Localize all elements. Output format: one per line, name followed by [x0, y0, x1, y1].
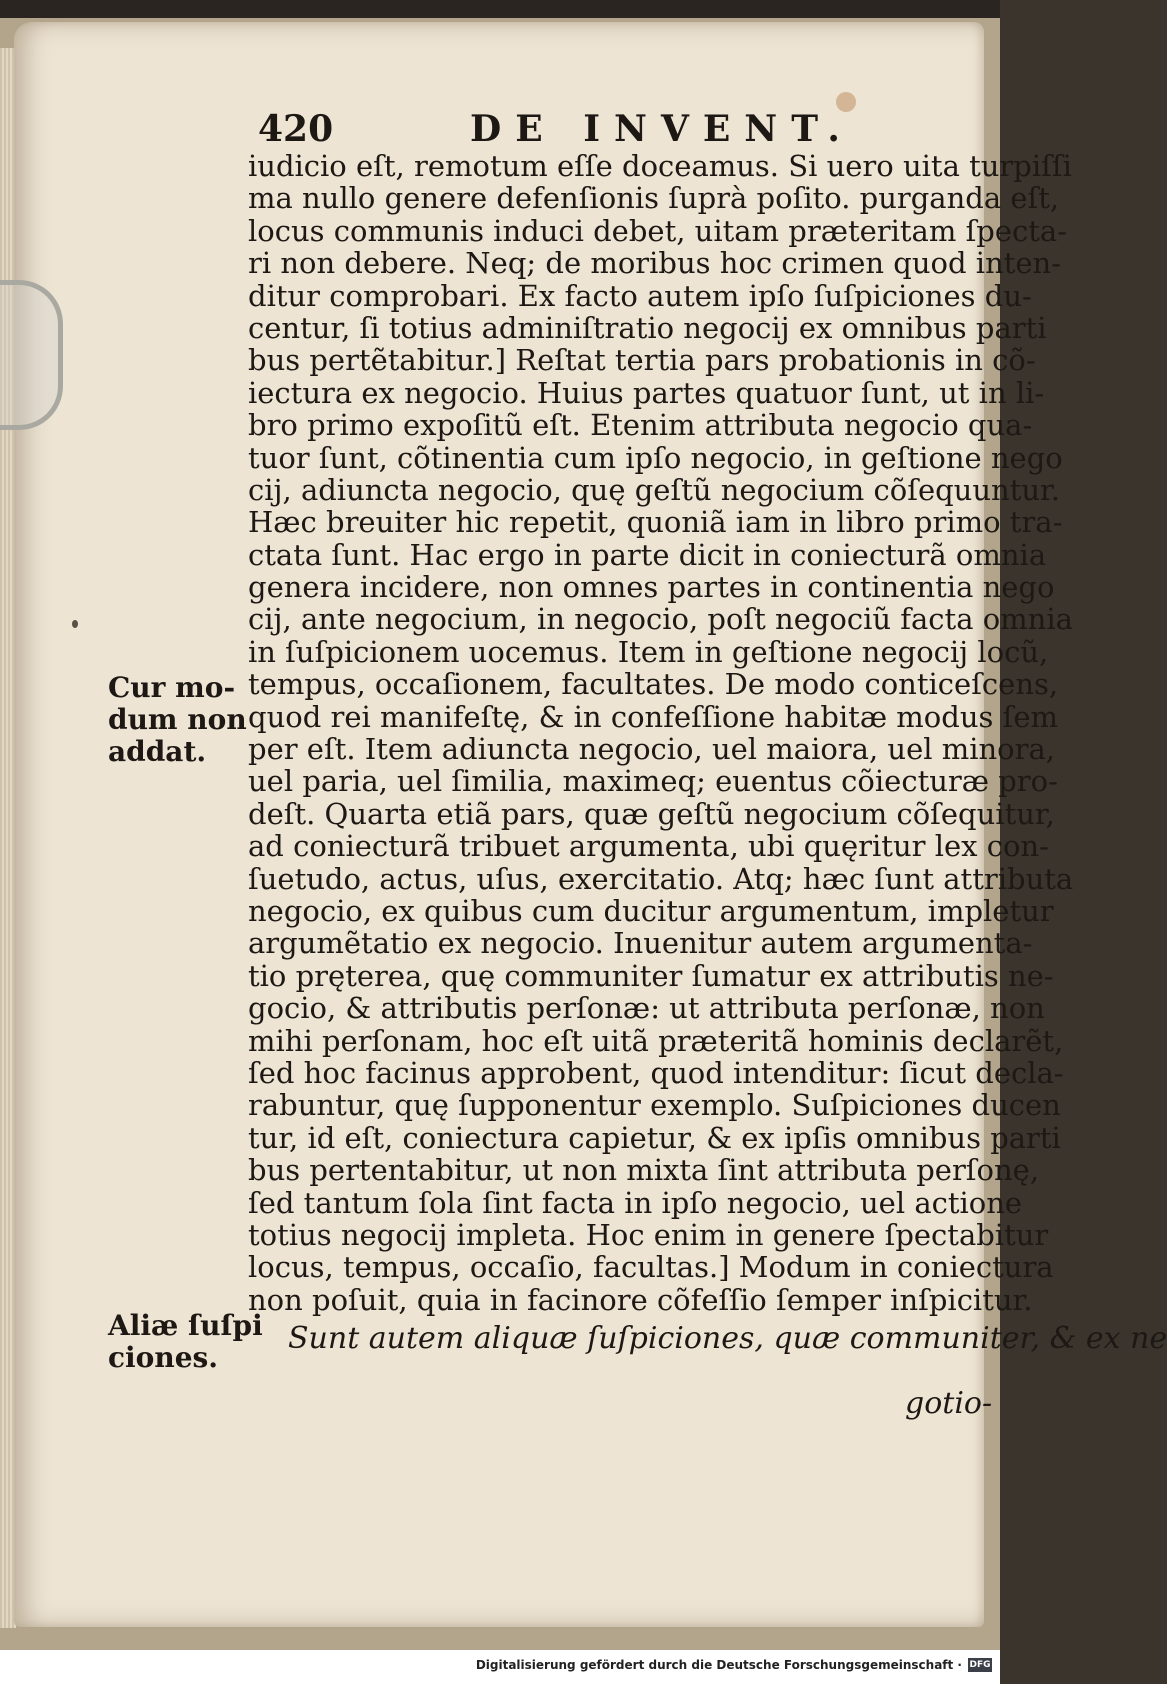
page-clip — [0, 280, 63, 430]
main-text-block — [248, 149, 1074, 1317]
text-line: cij, adiuncta negocio, quę geſtũ negocium cõſequuntur. — [248, 472, 1060, 507]
text-line: tio pręterea, quę communiter ſumatur ex attributis ne- — [248, 958, 1054, 993]
text-line: deſt. Quarta etiã pars, quæ geſtũ negocium cõſequitur, — [248, 796, 1055, 831]
text-line: tempus, occaſionem, facultates. De modo conticeſcens, — [248, 667, 1059, 702]
text-line: mihi perſonam, hoc eſt uitã præteritã hominis declarẽt, — [248, 1023, 1064, 1058]
dfg-logo-icon: DFG — [969, 1660, 991, 1670]
marginal-note-cur-modum — [108, 672, 247, 768]
text-line: quod rei manifeſtę, & in confeſſione habitæ modus ſem — [248, 699, 1058, 734]
text-line: ri non debere. Neq; de moribus hoc crimen quod inten- — [248, 246, 1062, 281]
text-line: totius negocij impleta. Hoc enim in genere ſpectabitur — [248, 1217, 1049, 1252]
text-line: ditur comprobari. Ex facto autem ipſo ſuſpiciones du- — [248, 278, 1032, 313]
marginal-note-aliae-suspiciones — [108, 1310, 263, 1374]
text-line: iectura ex negocio. Huius partes quatuor ſunt, ut in li- — [248, 375, 1045, 410]
text-line: tur, id eſt, coniectura capietur, & ex ipſis omnibus parti — [248, 1120, 1061, 1155]
text-line: ma nullo genere defenſionis ſuprà poſito. purganda eſt, — [248, 181, 1060, 216]
marginal-line: dum non — [108, 703, 247, 736]
text-line: in ſuſpicionem uocemus. Item in geſtione negocij locũ, — [248, 634, 1049, 669]
marginal-line: Cur mo- — [108, 671, 236, 704]
funding-credit: Digitalisierung gefördert durch die Deutsche Forschungsgemeinschaft · — [475, 1658, 962, 1672]
text-line: ctata ſunt. Hac ergo in parte dicit in coniecturã omnia — [248, 537, 1047, 572]
text-line: bro primo expoſitũ eſt. Etenim attributa negocio qua- — [248, 408, 1033, 443]
page-number: 420 — [258, 108, 334, 150]
marginal-line: addat. — [108, 735, 207, 768]
text-line: centur, ſi totius adminiſtratio negocij ex omnibus parti — [248, 310, 1047, 345]
footer-bar — [0, 1650, 1000, 1684]
text-line: uel paria, uel ſimilia, maximeq; euentus cõiecturæ pro- — [248, 764, 1058, 799]
text-line: negocio, ex quibus cum ducitur argumentum, impletur — [248, 893, 1054, 928]
text-line: argumẽtatio ex negocio. Inuenitur autem argumenta- — [248, 926, 1033, 961]
marginal-line: ciones. — [108, 1341, 219, 1374]
text-line: cij, ante negocium, in negocio, poſt negociũ facta omnia — [248, 602, 1073, 637]
text-line: gocio, & attributis perſonæ: ut attributa perſonæ, non — [248, 991, 1045, 1026]
text-line: ſed tantum ſola ſint facta in ipſo negocio, uel actione — [248, 1185, 1023, 1220]
paper-speck — [72, 620, 78, 628]
text-line: genera incidere, non omnes partes in continentia nego — [248, 570, 1055, 605]
italic-text-line: Sunt autem aliquæ ſuſpiciones, quæ communiter, & ex ne — [288, 1321, 1167, 1356]
marginal-line: Aliæ ſuſpi — [108, 1309, 263, 1342]
text-line: ſed hoc facinus approbent, quod intenditur: ſicut decla- — [248, 1055, 1064, 1090]
text-line: tuor ſunt, cõtinentia cum ipſo negocio, in geſtione nego — [248, 440, 1063, 475]
text-line: locus, tempus, occaſio, facultas.] Modum in coniectura — [248, 1250, 1054, 1285]
text-line: non poſuit, quia in facinore cõfeſſio ſemper inſpicitur. — [248, 1282, 1033, 1317]
text-line: Hæc breuiter hic repetit, quoniã iam in libro primo tra- — [248, 505, 1063, 540]
text-line: per eſt. Item adiuncta negocio, uel maiora, uel minora, — [248, 732, 1056, 767]
running-title: DE INVENT. — [470, 108, 854, 150]
text-line: bus pertẽtabitur.] Reſtat tertia pars probationis in cõ- — [248, 343, 1036, 378]
catchword: gotio- — [905, 1386, 993, 1421]
text-line: iudicio eſt, remotum eſſe doceamus. Si uero uita turpiſſi — [248, 149, 1072, 183]
text-line: rabuntur, quę ſupponentur exemplo. Suſpiciones ducen — [248, 1088, 1061, 1123]
text-line: bus pertentabitur, ut non mixta ſint attributa perſonę, — [248, 1153, 1040, 1188]
text-line: ſuetudo, actus, uſus, exercitatio. Atq; hæc ſunt attributa — [248, 861, 1074, 896]
text-line: ad coniecturã tribuet argumenta, ubi quęritur lex con- — [248, 829, 1049, 864]
text-line: locus communis induci debet, uitam præteritam ſpecta- — [248, 213, 1068, 248]
